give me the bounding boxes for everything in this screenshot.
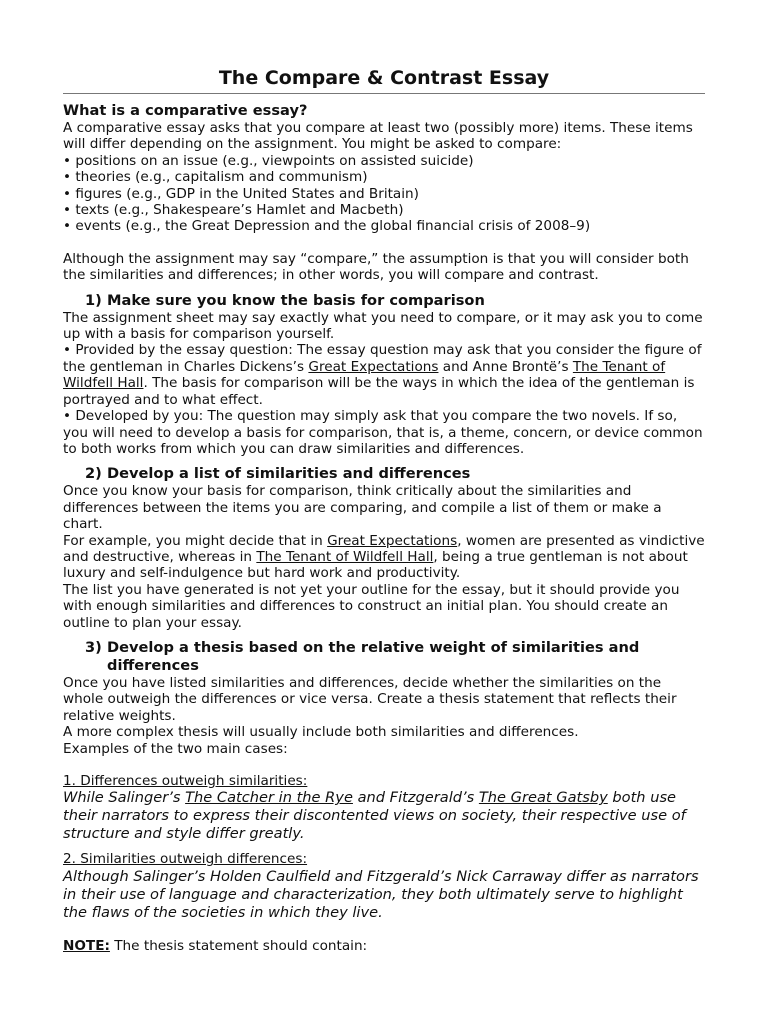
intro-heading: What is a comparative essay? (63, 102, 308, 119)
note-label: NOTE: (63, 937, 110, 954)
text-run: , being a true gentleman is not about luxury and self-indulgence but hard work and productivity. (63, 548, 688, 582)
section2-paragraph (63, 533, 705, 582)
case2-label (63, 851, 705, 867)
text-run: and Fitzgerald’s (352, 789, 479, 807)
section3-heading (63, 639, 705, 675)
section3-paragraph: A more complex thesis will usually include both similarities and differences. (63, 724, 579, 741)
section2-heading (63, 465, 705, 483)
section3-heading-text: Develop a thesis based on the relative weight of similarities and (107, 638, 640, 656)
section1-paragraph (63, 342, 705, 408)
section3-number: 3) (85, 638, 102, 656)
section2-paragraph: Once you know your basis for comparison, think critically about the similarities and differences between the items you are comparing, and compile a list of them or make a chart. (63, 483, 662, 533)
case1-label (63, 773, 705, 789)
book-title: Great Expectations (327, 532, 458, 549)
book-title: The Tenant of Wildfell Hall (256, 548, 434, 565)
text-run: both use their narrators to express their discontented views on society, their respective use of structure and style differ greatly. (63, 789, 686, 843)
intro-bullet: • texts (e.g., Shakespeare’s Hamlet and Macbeth) (63, 202, 404, 219)
text-run: . The basis for comparison will be the ways in which the idea of the gentleman is portrayed and to what effect. (63, 375, 695, 408)
text-run: • Provided by the essay question: The essay question may ask that you consider the figure of the gentleman in Charles Dickens’s (63, 342, 702, 375)
book-title: The Great Gatsby (478, 789, 608, 807)
section1-heading-text: Make sure you know the basis for comparison (107, 291, 485, 309)
book-title: The Catcher in the Rye (185, 789, 353, 807)
section3-paragraph: Examples of the two main cases: (63, 740, 288, 757)
text-run: While Salinger’s (63, 789, 186, 807)
section1-number: 1) (85, 291, 102, 309)
book-title: Great Expectations (308, 358, 439, 375)
text-run: , women are presented as vindictive and destructive, whereas in (63, 532, 705, 565)
section2-heading-text: Develop a list of similarities and differences (107, 465, 471, 483)
section1-heading (63, 292, 705, 310)
intro-text: A comparative essay asks that you compare at least two (possibly more) items. These items will differ depending on the assignment. You might be asked to compare: (63, 120, 693, 153)
text-run: For example, you might decide that in (63, 532, 328, 549)
case-label-text: 1. Differences outweigh similarities: (63, 773, 308, 789)
intro-closing: Although the assignment may say “compare,” the assumption is that you will consider both the similarities and differences; in other words, you will compare and contrast. (63, 250, 689, 284)
intro-bullet: • positions on an issue (e.g., viewpoints on assisted suicide) (63, 152, 474, 169)
text-run: and Anne Brontë’s (438, 358, 573, 375)
intro-bullet: • figures (e.g., GDP in the United States and Britain) (63, 185, 419, 202)
section1-paragraph: The assignment sheet may say exactly what you need to compare, or it may ask you to come up with a basis for comparison yourself. (63, 309, 703, 343)
case2-example: Although Salinger’s Holden Caulfield and Fitzgerald’s Nick Carraway differ as narrators in their use of language and characterization, they both ultimately serve to highlight the flaws of the societies in which they live. (63, 867, 699, 921)
intro-bullet: • events (e.g., the Great Depression and the global financial crisis of 2008–9) (63, 218, 591, 235)
section1-paragraph: • Developed by you: The question may simply ask that you compare the two novels. If so, you will need to develop a basis for comparison, that is, a theme, concern, or device common to both works from which you can draw similarities and differences. (63, 408, 703, 457)
book-title: The Tenant of Wildfell Hall (63, 358, 666, 392)
section3-heading-text: differences (107, 656, 199, 674)
case-label-text: 2. Similarities outweigh differences: (63, 851, 308, 868)
case1-example (63, 789, 705, 843)
document-page (63, 66, 705, 954)
section2-number: 2) (85, 465, 102, 483)
note (63, 938, 705, 954)
section3-paragraph: Once you have listed similarities and differences, decide whether the similarities on the whole outweigh the differences or vice versa. Create a thesis statement that reflects their relative weights. (63, 674, 677, 724)
page-title: The Compare & Contrast Essay (63, 66, 705, 94)
note-text: The thesis statement should contain: (109, 937, 368, 954)
section2-paragraph: The list you have generated is not yet your outline for the essay, but it should provide you with enough similarities and differences to construct an initial plan. You should create an outline to plan your essay. (63, 581, 680, 631)
intro-bullet: • theories (e.g., capitalism and communism) (63, 169, 368, 186)
